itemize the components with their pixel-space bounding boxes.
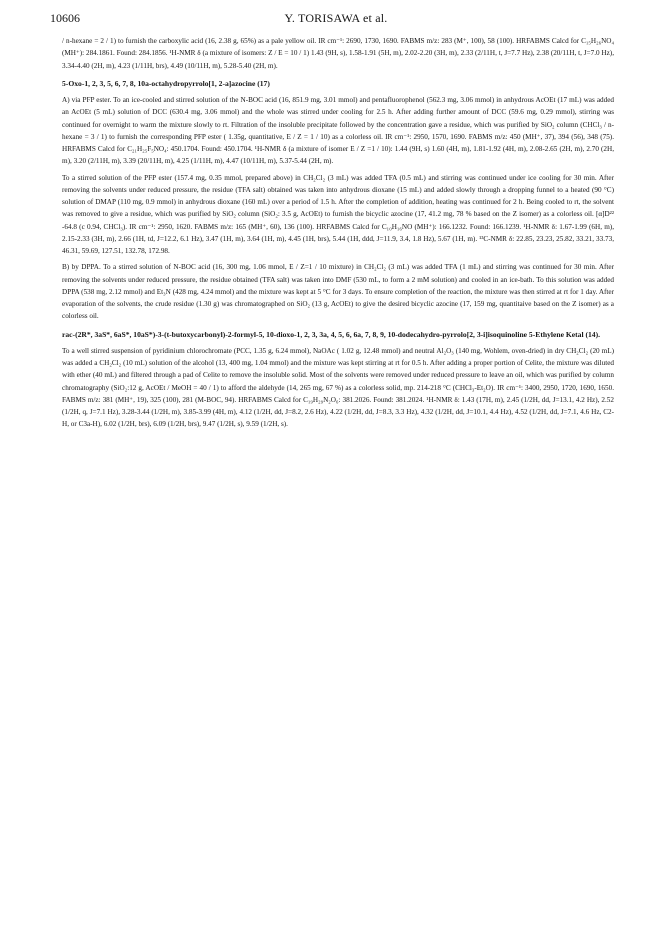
document-body [62, 35, 614, 435]
paragraph-dppa-route: B) by DPPA. To a stirred solution of N-BOC acid (16, 300 mg, 1.06 mmol, E / Z=1 / 10 mixture) in CH₂Cl₂ (3 mL) was added TFA (1 mL) and stirring was continued for 30 min. After removing the solvents under reduced pressure, the residue obtained (TFA salt) was taken into DMF (530 mL, to form a 2 mM solution) and cooled in an ice-bath. To this solution was added DPPA (538 mg, 2.12 mmol) and Et₃N (428 mg, 4.24 mmol) and the mixture was kept at 5 °C for 3 days. To ensure completion of the reaction, the mixture was then stirred at rt for 1 day. After evaporation of the solvents, the crude residue (1.30 g) was chromatographed on SiO₂ (13 g, AcOEt) to give the desired bicyclic azocine (17, 159 mg, quantitaive based on the Z isomer) as a colorless oil. [62, 263, 614, 321]
paragraph-cyclization: To a stirred solution of the PFP ester (157.4 mg, 0.35 mmol, prepared above) in CH₂Cl₂ (3 mL) was added TFA (0.5 mL) and stirring was continued under ice cooling for 30 min. After removing the solvents under reduced pressure, the residue (TFA salt) obtained was taken into anhydrous dioxane (15 mL) and added slowly through a dropping funnel to a heated (90 °C) solution of DMAP (110 mg, 0.9 mmol) in anhydrous dioxane (160 mL) over a period of 1.5 h. After the completion of addition, heating was continued for 2 h. Being cooled to rt, the solvent was removed to give a residue, which was purified by SiO₂ column (SiO₂: 3.5 g, AcOEt) to furnish the bicyclic azocine (17, 41.2 mg, 78 % based on the Z isomer) as a colorless oil. [α]D²² -64.8 (c 0.94, CHCl₃). IR cm⁻¹: 2950, 1620. FABMS m/z: 165 (MH⁺, 60), 136 (100). HRFABMS Calcd for C₁₀H₁₆NO (MH⁺): 166.1232. Found: 166.1239. ¹H-NMR δ: 1.67-1.99 (6H, m), 2.15-2.33 (3H, m), 2.66 (1H, td, J=12.2, 6.1 Hz), 3.47 (1H, m), 3.64 (1H, m), 4.45 (1H, brs), 5.44 (1H, ddd, J=11.9, 3.4, 1.8 Hz), 5.67 (1H, m). ¹³C-NMR δ: 22.85, 23.23, 25.82, 33.21, 33.73, 46.31, 59.69, 127.51, 132.78, 172.98. [62, 173, 614, 255]
paragraph-pfp-ester-route: A) via PFP ester. To an ice-cooled and stirred solution of the N-BOC acid (16, 851.9 mg, 3.01 mmol) and pentafluorophenol (562.3 mg, 3.06 mmol) in anhydrous AcOEt (17 mL) was added an AcOEt (5 mL) solution of DCC (630.4 mg, 3.06 mmol) and the whole was stirred under cooling for 2.5 h. After adding further amount of DCC (59.6 mg, 0.29 mmol), stirring was continued for overnight to warm the mixture slowly to rt. Filtration of the insoluble precipitate followed by the concentration gave a residue, which was purified by SiO₂ column (CHCl₃ / n-hexane = 3 / 1) to furnish the corresponding PFP ester ( 1.35g, quantitative, E / Z = 1 / 10) as a colorless oil. IR cm⁻¹: 2950, 1570, 1690. FABMS m/z: 450 (MH⁺, 37), 394 (56), 348 (75). HRFABMS Calcd for C₂₁H₂₅F₅NO₄: 450.1704. Found: 450.1704. ¹H-NMR δ (a mixture of isomer E / Z =1 / 10): 1.44 (9H, s) 1.60 (4H, m), 1.81-1.92 (4H, m), 2.08-2.65 (2H, m), 2.70 (2H, m), 3.20 (2/11H, m), 3.39 (20/11H, m), 4.25 (1/11H, m), 4.47 (10/11H, m), 5.37-5.44 (2H, m). [62, 96, 614, 166]
heading-compound-14: rac-(2R*, 3aS*, 6aS*, 10aS*)-3-(t-butoxycarbonyl)-2-formyl-5, 10-dioxo-1, 2, 3, 3a, 4, 5, 6, 6a, 7, 8, 9, 10-dodecahydro-pyrrolo[2, 3-i]isoquinoline 5-Ethylene Ketal (14). [62, 329, 601, 339]
paragraph-carboxylic-acid: / n-hexane = 2 / 1) to furnish the carboxylic acid (16, 2.38 g, 65%) as a pale yellow oil. IR cm⁻¹: 2690, 1730, 1690. FABMS m/z: 283 (M⁺, 100), 58 (100). HRFABMS Calcd for C₁₅H₂₆NO₄ (MH⁺): 284.1861. Found: 284.1856. ¹H-NMR δ (a mixture of isomers: Z / E = 10 / 1) 1.43 (9H, s), 1.58-1.91 (5H, m), 2.02-2.20 (3H, m), 2.33 (2/11H, t, J=7.7 Hz), 2.38 (20/11H, t, J=7.0 Hz), 3.34-4.40 (2H, m), 4.23 (1/11H, brs), 4.49 (10/11H, m), 5.28-5.40 (2H, m). [62, 37, 614, 70]
page-number: 10606 [50, 11, 80, 25]
page-header [50, 11, 622, 27]
paragraph-oxidation: To a well stirred suspension of pyridinium chlorochromate (PCC, 1.35 g, 6.24 mmol), NaOAc ( 1.02 g, 12.48 mmol) and neutral Al₂O₃ (140 mg, Wohlem, oven-dried) in dry CH₂Cl₂ (20 mL) was added a CH₂Cl₂ (10 mL) solution of the alcohol (13, 400 mg, 1.04 mmol) and the mixture was kept stirring at rt for 0.5 h. After adding a proper portion of Celite, the mixture was diluted with ether (40 mL) and filtered through a pad of Celite to remove the insoluble solid. Most of the solvents were removed under reduced pressure to leave an oil, which was purified by column chromatography (SiO₂:12 g, AcOEt / MeOH = 40 / 1) to afford the aldehyde (14, 265 mg, 67 %) as a colorless solid, mp. 214-218 °C (CHCl₃-Et₂O). IR cm⁻¹: 3400, 2950, 1720, 1690, 1650. FABMS m/z: 381 (MH⁺, 19), 325 (100), 281 (M-BOC, 94). HRFABMS Calcd for C₁₉H₂₉N₂O₆: 381.2026. Found: 381.2024. ¹H-NMR δ: 1.43 (17H, m), 2.45 (1/2H, dd, J=13.1, 4.2 Hz), 2.52 (1/2H, q, J=7.1 Hz), 3.28-3.44 (1/2H, m), 3.85-3.99 (4H, m), 4.12 (1/2H, dd, J=8.2, 2.6 Hz), 4.22 (1/2H, dd, J=8.3, 3.3 Hz), 4.32 (1/2H, dd, J=10.1, 4.4 Hz), 4.52 (1/2H, dd, J=7.1, 4.6 Hz, C2-H, or C3a-H), 6.02 (1/2H, brs), 6.09 (1/2H, brs), 9.47 (1/2H, s), 9.59 (1/2H, s). [62, 346, 614, 429]
heading-compound-17: 5-Oxo-1, 2, 3, 5, 6, 7, 8, 10a-octahydropyrrolo[1, 2-a]azocine (17) [62, 78, 270, 88]
running-head: Y. TORISAWA et al. [284, 11, 388, 25]
